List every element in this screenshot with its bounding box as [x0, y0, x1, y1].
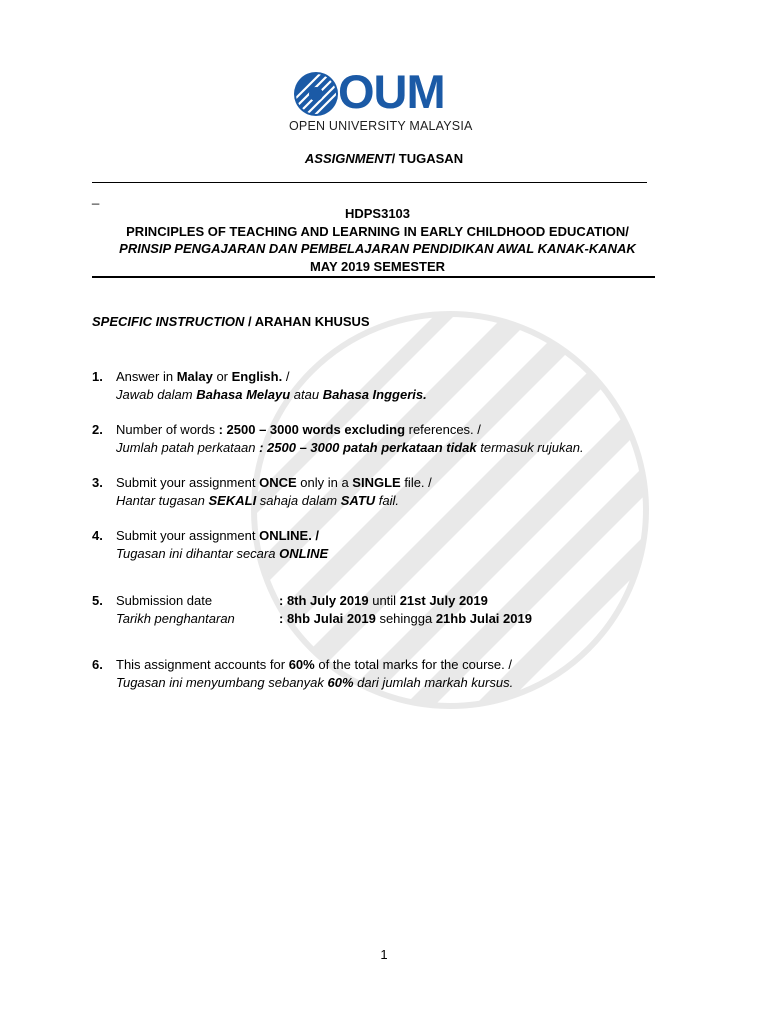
- item-number: 1.: [92, 369, 103, 384]
- instruction-en: Submit your assignment ONCE only in a SINGLE file. /: [116, 475, 432, 490]
- instruction-en: Answer in Malay or English. /: [116, 369, 290, 384]
- underscore-mark: _: [92, 190, 100, 205]
- university-name: OPEN UNIVERSITY MALAYSIA: [289, 119, 473, 133]
- oum-emblem-icon: [292, 70, 340, 118]
- item-number: 2.: [92, 422, 103, 437]
- assignment-title-en: ASSIGNMENT: [304, 151, 392, 166]
- semester: MAY 2019 SEMESTER: [309, 258, 446, 274]
- item-number: 5.: [92, 593, 103, 608]
- submission-date-en: Submission date : 8th July 2019 until 21st July 2019: [116, 593, 488, 608]
- instruction-en: Number of words : 2500 – 3000 words excluding references. /: [116, 422, 481, 437]
- section-heading: [92, 314, 370, 329]
- course-info: [92, 205, 663, 275]
- course-title-ms: PRINSIP PENGAJARAN DAN PEMBELAJARAN PENDIDIKAN AWAL KANAK-KANAK: [119, 241, 636, 256]
- oum-logo: [288, 65, 473, 140]
- divider-line: [92, 182, 647, 183]
- instruction-ms: Tugasan ini dihantar secara ONLINE: [116, 545, 329, 561]
- section-heading-ms: / ARAHAN KHUSUS: [244, 314, 370, 329]
- divider-line-thick: [92, 276, 655, 278]
- item-number: 6.: [92, 657, 103, 672]
- assignment-title: [0, 151, 768, 166]
- instruction-en: Submit your assignment ONLINE. /: [116, 528, 320, 543]
- submission-date-ms: Tarikh penghantaran : 8hb Julai 2019 sehingga 21hb Julai 2019: [116, 610, 532, 626]
- page-number: 1: [380, 947, 388, 962]
- instruction-en: This assignment accounts for 60% of the total marks for the course. /: [116, 657, 512, 672]
- oum-logo-text: OUM: [338, 65, 445, 118]
- instruction-ms: Jumlah patah perkataan : 2500 – 3000 patah perkataan tidak termasuk rujukan.: [116, 439, 584, 455]
- section-heading-en: SPECIFIC INSTRUCTION: [92, 314, 245, 329]
- item-number: 3.: [92, 475, 103, 490]
- instruction-ms: Jawab dalam Bahasa Melayu atau Bahasa Inggeris.: [116, 386, 427, 402]
- item-number: 4.: [92, 528, 103, 543]
- instruction-ms: Tugasan ini menyumbang sebanyak 60% dari jumlah markah kursus.: [116, 674, 514, 690]
- instruction-ms: Hantar tugasan SEKALI sahaja dalam SATU fail.: [116, 492, 400, 508]
- assignment-title-ms: / TUGASAN: [391, 151, 464, 166]
- course-title-en: PRINCIPLES OF TEACHING AND LEARNING IN EARLY CHILDHOOD EDUCATION/: [126, 223, 629, 239]
- course-code: HDPS3103: [344, 206, 411, 221]
